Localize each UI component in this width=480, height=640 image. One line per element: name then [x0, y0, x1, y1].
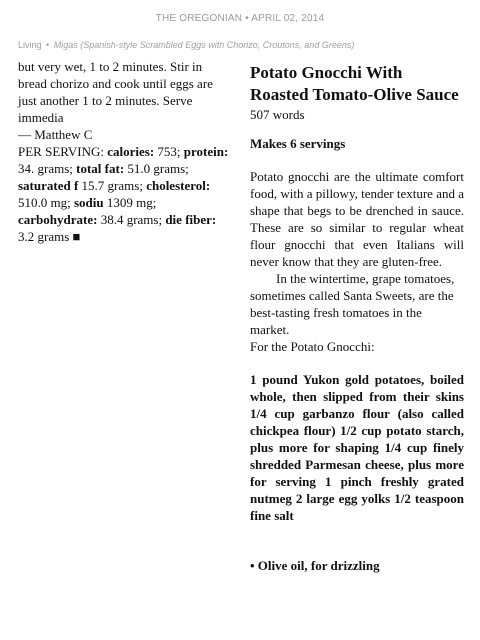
- nutrition-value-total-fat: 51.0 grams;: [124, 161, 189, 176]
- breadcrumb-separator: •: [46, 40, 50, 50]
- nutrition-value-cholesterol: 510.0 mg;: [18, 195, 74, 210]
- tip-paragraph: In the wintertime, grape tomatoes, sometimes called Santa Sweets, are the best-tasting fresh tomatoes in the market.: [250, 271, 455, 337]
- nutrition-label-calories: calories:: [107, 144, 155, 159]
- nutrition-label-carbohydrate: carbohydrate:: [18, 212, 98, 227]
- nutrition-label-sodium: sodiu: [73, 195, 104, 210]
- right-column: [250, 58, 464, 574]
- breadcrumb-section-link[interactable]: Living: [18, 40, 42, 50]
- nutrition-value-carbohydrate: 38.4 grams;: [97, 212, 166, 227]
- nutrition-value-calories: 753;: [154, 144, 184, 159]
- byline: — Matthew C: [18, 127, 93, 142]
- nutrition-info: [18, 143, 230, 245]
- end-of-story-icon: ■: [72, 229, 81, 244]
- ingredients-subheading: For the Potato Gnocchi:: [250, 339, 375, 354]
- nutrition-value-sodium: 1309 mg;: [103, 195, 157, 210]
- nutrition-lead: PER SERVING:: [18, 144, 108, 159]
- ingredients-list: 1 pound Yukon gold potatoes, boiled whole, then slipped from their skins 1/4 cup garbanzo flour (also called chickpea flour) 1/2 cup potato starch, plus more for shaping 1/4 cup finely shredded Parmesan cheese, plus more for serving 1 pinch freshly grated nutmeg 2 large egg yolks 1/2 teaspoon fine salt: [250, 372, 464, 523]
- nutrition-value-protein: 34. grams;: [18, 161, 77, 176]
- intro-paragraph: Potato gnocchi are the ultimate comfort food, with a pillowy, tender texture and a shape that begs to be drenched in sauce. These are so similar to regular wheat flour gnocchi that even Italians will never know that they are gluten-free.: [250, 169, 464, 269]
- nutrition-label-saturated-fat: saturated f: [18, 178, 79, 193]
- breadcrumb: [18, 40, 468, 50]
- breadcrumb-article-link[interactable]: Migas (Spanish-style Scrambled Eggs with Chorizo, Croutons, and Greens): [53, 40, 355, 50]
- ingredient-bullet-item: • Olive oil, for drizzling: [250, 558, 380, 573]
- word-count: 507 words: [250, 107, 305, 122]
- left-column: [18, 58, 230, 245]
- nutrition-label-cholesterol: cholesterol:: [146, 178, 211, 193]
- nutrition-label-fiber: die fiber:: [165, 212, 217, 227]
- nutrition-value-fiber: 3.2 grams: [18, 229, 73, 244]
- servings-heading: Makes 6 servings: [250, 136, 346, 151]
- nutrition-label-protein: protein:: [183, 144, 229, 159]
- nutrition-label-total-fat: total fat:: [76, 161, 125, 176]
- recipe-step-paragraph: but very wet, 1 to 2 minutes. Stir in bread chorizo and cook until eggs are just another 1 to 2 minutes. Serve immedia: [18, 59, 213, 125]
- recipe-title: Potato Gnocchi With Roasted Tomato-Olive Sauce: [250, 63, 459, 104]
- masthead: THE OREGONIAN • APRIL 02, 2014: [155, 13, 325, 24]
- nutrition-value-saturated-fat: 15.7 grams;: [78, 178, 147, 193]
